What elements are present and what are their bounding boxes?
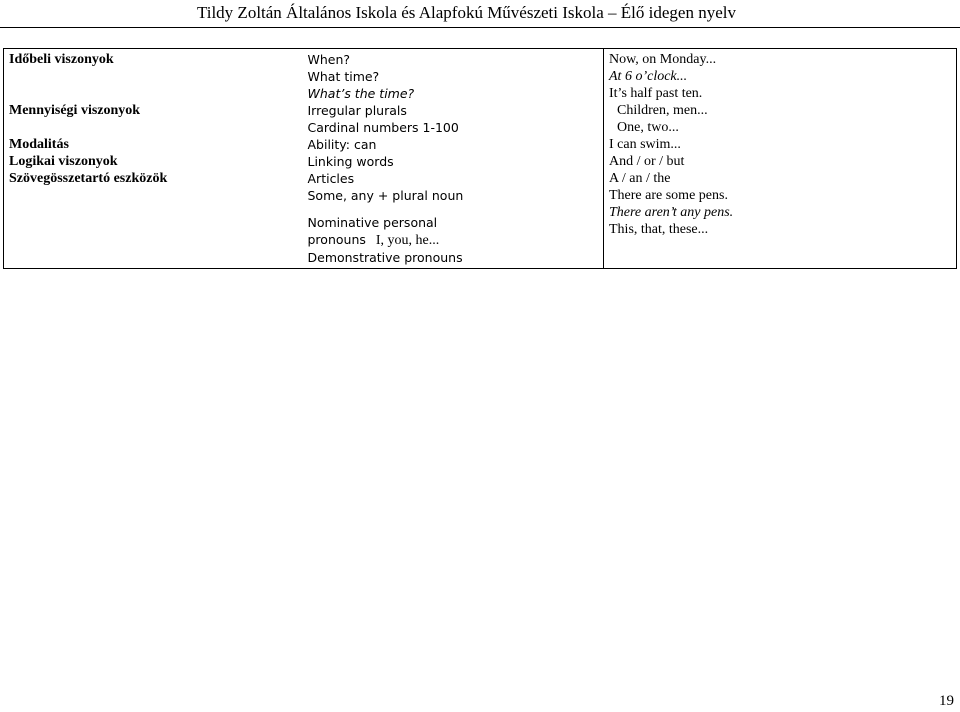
example-text: There aren’t any pens. (609, 205, 734, 220)
item-text: Nominative personal (307, 215, 438, 230)
example-text: At 6 o’clock... (609, 69, 688, 84)
item-text: Demonstrative pronouns (307, 250, 463, 265)
items-cell (303, 102, 604, 136)
example-text: There are some pens. (609, 188, 728, 203)
example-text: A / an / the (609, 171, 671, 186)
examples-cell (604, 136, 957, 153)
items-cell (303, 153, 604, 170)
item-text-group (308, 231, 599, 249)
grammar-table (3, 48, 957, 269)
category-label: Mennyiségi viszonyok (9, 103, 141, 118)
table-row (4, 49, 957, 103)
item-text: What time? (307, 69, 380, 84)
table-row (4, 170, 957, 269)
spacer (308, 204, 599, 214)
examples-cell (604, 170, 957, 269)
item-text: When? (307, 52, 351, 67)
category-label: Szövegösszetartó eszközök (9, 171, 168, 186)
table-row (4, 136, 957, 153)
items-cell (303, 170, 604, 269)
category-label: Logikai viszonyok (9, 154, 118, 169)
table-row (4, 102, 957, 136)
item-text: Ability: can (307, 137, 377, 152)
example-text: Now, on Monday... (609, 52, 717, 67)
items-cell (303, 49, 604, 103)
item-text: Linking words (307, 154, 394, 169)
item-text: Irregular plurals (307, 103, 407, 118)
items-cell (303, 136, 604, 153)
page-header (0, 2, 960, 24)
item-text: Cardinal numbers 1-100 (307, 120, 459, 135)
item-text: I, you, he... (375, 233, 440, 248)
item-text: pronouns (307, 232, 366, 247)
example-text: I can swim... (609, 137, 681, 152)
header-title: Tildy Zoltán Általános Iskola és Alapfokú Művészeti Iskola – Élő idegen nyelv (196, 3, 736, 22)
category-label: Modalitás (9, 137, 69, 152)
page-number: 19 (939, 693, 954, 709)
item-text: Articles (307, 171, 355, 186)
example-text: One, two... (617, 120, 679, 135)
example-text: And / or / but (609, 154, 685, 169)
examples-cell (604, 102, 957, 136)
table-row (4, 153, 957, 170)
category-cell (4, 102, 303, 136)
category-cell (4, 170, 303, 269)
category-label: Időbeli viszonyok (9, 52, 114, 67)
examples-cell (604, 153, 957, 170)
header-rule (0, 27, 960, 28)
item-text: Some, any + plural noun (307, 188, 464, 203)
item-text: What’s the time? (307, 86, 415, 101)
example-text: It’s half past ten. (609, 86, 703, 101)
example-text: This, that, these... (609, 222, 709, 237)
category-cell (4, 136, 303, 153)
category-cell (4, 153, 303, 170)
example-text: Children, men... (617, 103, 708, 118)
examples-cell (604, 49, 957, 103)
category-cell (4, 49, 303, 103)
